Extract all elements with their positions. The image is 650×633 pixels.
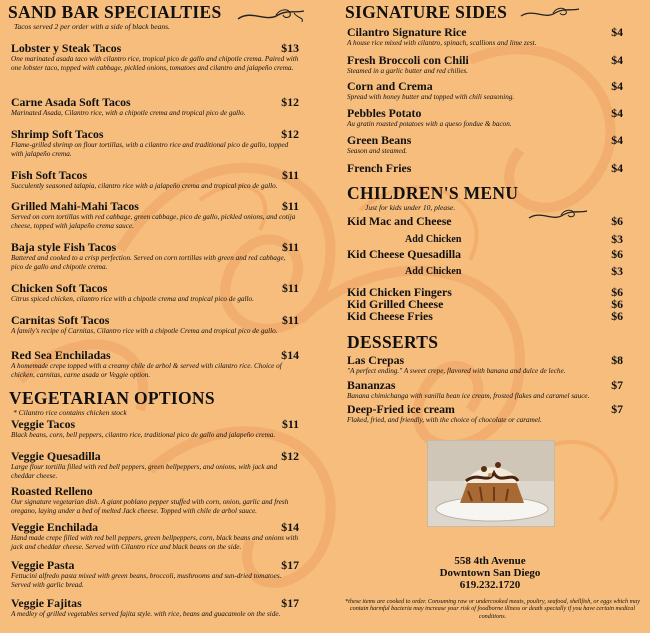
- menu-item: [11, 559, 299, 590]
- menu-item-price: $4: [611, 79, 623, 93]
- menu-item-description: A homemade crepe topped with a creamy chile de arbol & served with cilantro rice. Choice of chicken, carnitas, carne asada or Veggie option.: [11, 362, 282, 379]
- menu-item: [347, 54, 623, 76]
- menu-item-description: Large flour tortilla filled with red bell peppers, green bellpeppers, and onions, with jack and cheddar cheese.: [11, 463, 278, 480]
- section-subtitle-vegetarian: * Cilantro rice contains chicken stock: [13, 408, 127, 417]
- menu-item-name: Kid Chicken Fingers: [347, 285, 452, 299]
- menu-item-price: $6: [611, 247, 623, 261]
- section-title-specialties: SAND BAR SPECIALTIES: [8, 2, 222, 22]
- menu-item-price: $12: [281, 127, 299, 141]
- menu-item-name: Carnitas Soft Tacos: [11, 313, 110, 327]
- menu-item-name: Green Beans: [347, 133, 412, 147]
- menu-item-price: $12: [281, 95, 299, 109]
- menu-item-description: Battered and cooked to a crisp perfection. Served on corn tortillas with green and red cabbage, pico de gallo and chipotle crema.: [11, 254, 286, 271]
- menu-item: [347, 310, 623, 323]
- address-street: 558 4th Avenue: [454, 555, 526, 567]
- deep-fried-ice-cream-image: [428, 441, 555, 527]
- menu-item: [347, 107, 623, 129]
- menu-item-name: Roasted Relleno: [11, 484, 93, 498]
- specialties-section: [8, 3, 308, 31]
- menu-item-name: French Fries: [347, 161, 412, 175]
- menu-item-description: Spread with honey butter and topped with chili seasoning.: [347, 93, 515, 101]
- menu-item: [11, 349, 299, 380]
- menu-item-description: Steamed in a garlic butter and red chilies.: [347, 67, 469, 75]
- flourish-icon: [519, 4, 581, 22]
- menu-item-price: $8: [611, 353, 623, 367]
- menu-item-price: $14: [281, 520, 299, 534]
- menu-item-price: $3: [611, 232, 623, 246]
- menu-item-price: $14: [281, 348, 299, 362]
- menu-item-price: $11: [281, 313, 299, 327]
- menu-item-price: $4: [611, 106, 623, 120]
- menu-item-price: $11: [281, 240, 299, 254]
- address-phone: 619.232.1720: [459, 579, 521, 591]
- menu-item-description: Citrus spiced chicken, cilantro rice with a chipotle crema and tropical pico de gallo.: [11, 295, 254, 303]
- menu-item-name: Deep-Fried ice cream: [347, 402, 455, 416]
- menu-item: [347, 265, 623, 278]
- menu-item: [347, 248, 623, 261]
- menu-item-name: Kid Cheese Fries: [347, 309, 433, 323]
- menu-item-name: Veggie Pasta: [11, 558, 75, 572]
- menu-item-price: $11: [281, 281, 299, 295]
- menu-item-description: A medley of grilled vegetables served fajita style. with rice, beans and guacamole on the side.: [11, 610, 281, 618]
- menu-item-description: Banana chimichanga with vanilla bean ice cream, frosted flakes and caramel sauce.: [347, 392, 590, 400]
- menu-item: [11, 241, 299, 272]
- dessert-photo: [427, 440, 555, 527]
- address-city: Downtown San Diego: [439, 567, 541, 579]
- menu-item-price: $7: [611, 378, 623, 392]
- menu-item: [11, 521, 299, 552]
- menu-item-price: $17: [281, 596, 299, 610]
- menu-item: [11, 450, 299, 481]
- section-title-childrens: CHILDREN'S MENU: [347, 183, 519, 203]
- menu-item-name: Red Sea Enchiladas: [11, 348, 111, 362]
- menu-item: [11, 597, 299, 619]
- menu-item-price: $4: [611, 25, 623, 39]
- menu-item: [11, 96, 299, 118]
- section-title-desserts: DESSERTS: [347, 332, 439, 352]
- menu-item-name: Fresh Broccoli con Chili: [347, 53, 469, 67]
- menu-item: [347, 80, 623, 102]
- menu-item: [11, 485, 299, 516]
- menu-item-name: Veggie Tacos: [11, 417, 76, 431]
- menu-item: [347, 233, 623, 246]
- menu-item-price: $6: [611, 214, 623, 228]
- menu-item-name: Cilantro Signature Rice: [347, 25, 467, 39]
- menu-item: [11, 282, 299, 304]
- flourish-icon: [527, 206, 589, 224]
- menu-item-price: $17: [281, 558, 299, 572]
- section-title-sides: SIGNATURE SIDES: [345, 2, 508, 22]
- section-title-vegetarian: VEGETARIAN OPTIONS: [9, 388, 215, 408]
- menu-item-description: Flaked, fried, and friendly, with the choice of chocolate or caramel.: [347, 416, 542, 424]
- menu-item-description: Served on corn tortillas with red cabbage, green cabbage, pico de gallo, pickled onions, and cotija cheese, topped with jalapeño crema sauce.: [11, 213, 296, 230]
- menu-item-price: $4: [611, 161, 623, 175]
- menu-item-price: $4: [611, 53, 623, 67]
- menu-item-price: $11: [281, 168, 299, 182]
- menu-item: [11, 418, 299, 440]
- menu-item-description: One marinated asada taco with cilantro rice, tropical pico de gallo and chipotle crema. Paired with one lobster taco, topped with cabbage, pickled onions, tomatoes and cilantro and jalapeño crema.: [11, 55, 299, 72]
- menu-item-name: Bananzas: [347, 378, 396, 392]
- menu-item: [347, 26, 623, 48]
- menu-item-price: $3: [611, 264, 623, 278]
- menu-item: [11, 200, 299, 231]
- menu-item-price: $11: [281, 417, 299, 431]
- menu-item: [347, 354, 623, 376]
- menu-item-name: Carne Asada Soft Tacos: [11, 95, 131, 109]
- menu-item-description: "A perfect ending." A sweet crepe, flavored with banana and dulce de leche.: [347, 367, 566, 375]
- menu-item-name: Fish Soft Tacos: [11, 168, 88, 182]
- health-footnote: *these items are cooked to order. Consuming raw or undercooked meats, poultry, seafood, shellfish, or eggs which may contain harmful bacteria may increase your risk of foodborne illness or death specially if you have certain medical conditions.: [345, 598, 640, 620]
- menu-item: [347, 134, 623, 156]
- menu-item-name: Pebbles Potato: [347, 106, 422, 120]
- menu-item-price: $13: [281, 41, 299, 55]
- menu-item-name: Add Chicken: [405, 266, 462, 277]
- menu-item-price: $12: [281, 449, 299, 463]
- menu-item: [11, 128, 299, 159]
- menu-item-price: $7: [611, 402, 623, 416]
- menu-item-description: Fettucini alfredo pasta mixed with green beans, broccoli, mushrooms and sun-dried tomatoes. Served with garlic bread.: [11, 572, 282, 589]
- menu-item-name: Kid Mac and Cheese: [347, 214, 452, 228]
- flourish-icon: [236, 5, 306, 25]
- menu-item-name: Shrimp Soft Tacos: [11, 127, 104, 141]
- restaurant-address: [420, 555, 560, 591]
- menu-item-price: $4: [611, 133, 623, 147]
- menu-item-name: Lobster y Steak Tacos: [11, 41, 122, 55]
- section-subtitle-childrens: Just for kids under 10, please.: [365, 203, 456, 212]
- menu-item-description: Our signature vegetarian dish. A giant poblano pepper stuffed with corn, onion, garlic and fresh oregano, laying under a bed of melted Jack cheese. Topped with chile de arbol sauce.: [11, 498, 289, 515]
- menu-item-description: Marinated Asada, Cilantro rice, with a chipotle crema and tropical pico de gallo.: [11, 109, 246, 117]
- menu-item-price: $6: [611, 285, 623, 299]
- menu-item-name: Baja style Fish Tacos: [11, 240, 117, 254]
- menu-item-name: Add Chicken: [405, 234, 462, 245]
- menu-item: [347, 162, 623, 175]
- menu-item-description: Black beans, corn, bell peppers, cilantro rice, traditional pico de gallo and jalapeño crema.: [11, 431, 276, 439]
- menu-item-price: $6: [611, 309, 623, 323]
- menu-item-description: A family's recipe of Carnitas, Cilantro rice with a chipotle Crema and tropical pico de gallo.: [11, 327, 278, 335]
- menu-item-name: Corn and Crema: [347, 79, 433, 93]
- menu-item-name: Veggie Fajitas: [11, 596, 82, 610]
- menu-item: [11, 42, 299, 73]
- menu-item-price: $6: [611, 297, 623, 311]
- menu-item-description: Flame-grilled shrimp on flour tortillas, with a cilantro rice and traditional pico de gallo, topped with jalapeño crema.: [11, 141, 289, 158]
- menu-item: [347, 379, 623, 401]
- menu-item-name: Veggie Enchilada: [11, 520, 99, 534]
- menu-item-description: Season and steamed.: [347, 147, 408, 155]
- section-subtitle-specialties: Tacos served 2 per order with a side of black beans.: [14, 22, 170, 31]
- menu-item: [11, 314, 299, 336]
- menu-item-name: Veggie Quesadilla: [11, 449, 101, 463]
- menu-item-description: Hand made crepe filled with red bell peppers, green bellpeppers, corn, black beans and onions with jack and cheddar cheese. Served with Cilantro rice and black beans on the side.: [11, 534, 299, 551]
- menu-item: [347, 403, 623, 425]
- menu-item-name: Kid Grilled Cheese: [347, 297, 444, 311]
- menu-item-name: Chicken Soft Tacos: [11, 281, 108, 295]
- menu-item-name: Las Crepas: [347, 353, 405, 367]
- menu-item: [11, 169, 299, 191]
- menu-item-price: $11: [281, 199, 299, 213]
- menu-item-name: Grilled Mahi-Mahi Tacos: [11, 199, 139, 213]
- menu-item-description: Succulently seasoned talapia, cilantro rice with a jalapeño crema and tropical pico de gallo.: [11, 182, 278, 190]
- menu-item-description: Au gratin roasted potatoes with a queso fondue & bacon.: [347, 120, 512, 128]
- menu-item-name: Kid Cheese Quesadilla: [347, 247, 462, 261]
- menu-item-description: A house rice mixed with cilantro, spinach, scallions and lime zest.: [347, 39, 537, 47]
